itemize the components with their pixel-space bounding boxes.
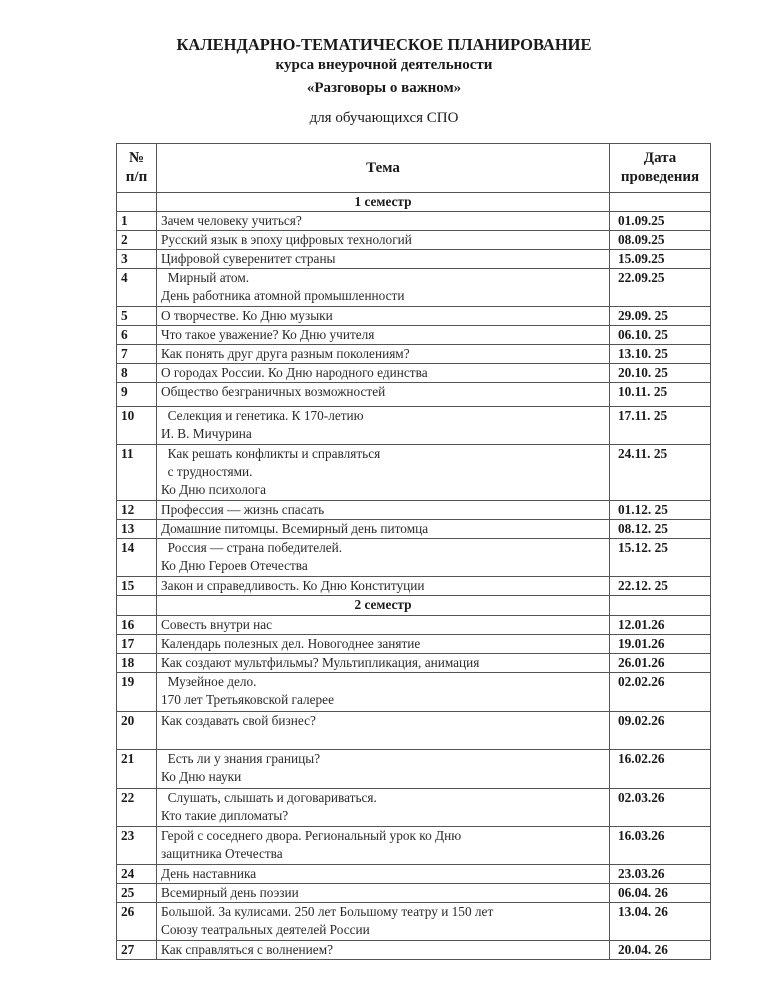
topic-line: И. В. Мичурина bbox=[161, 426, 252, 441]
topic-line: Как решать конфликты и справляться bbox=[161, 446, 381, 461]
course-name: «Разговоры о важном» bbox=[306, 80, 462, 96]
column-header-number-line1: № bbox=[128, 150, 145, 166]
row-number: 5 bbox=[117, 307, 157, 326]
topic-line: Музейное дело. bbox=[161, 674, 257, 689]
column-header-number-line2: п/п bbox=[125, 169, 148, 185]
row-date: 16.03.26 bbox=[610, 827, 711, 865]
row-date: 23.03.26 bbox=[610, 865, 711, 884]
table-row bbox=[117, 364, 711, 383]
row-number: 11 bbox=[117, 445, 157, 501]
row-topic bbox=[157, 383, 610, 407]
row-number: 23 bbox=[117, 827, 157, 865]
table-row bbox=[117, 712, 711, 750]
semester-date-cell bbox=[610, 596, 711, 616]
topic-line: Большой. За кулисами. 250 лет Большому театру и 150 лет bbox=[161, 904, 494, 919]
row-topic bbox=[157, 789, 610, 827]
row-number: 19 bbox=[117, 673, 157, 712]
table-row bbox=[117, 616, 711, 635]
table-row bbox=[117, 345, 711, 364]
row-topic bbox=[157, 941, 610, 960]
topic-line: Профессия — жизнь спасать bbox=[161, 502, 325, 517]
topic-line: Селекция и генетика. К 170-летию bbox=[161, 408, 364, 423]
table-row bbox=[117, 250, 711, 269]
row-number: 4 bbox=[117, 269, 157, 307]
audience-line: для обучающихся СПО bbox=[309, 110, 459, 126]
row-date: 10.11. 25 bbox=[610, 383, 711, 407]
document-subtitle: курса внеурочной деятельности bbox=[275, 57, 493, 73]
table-row bbox=[117, 654, 711, 673]
row-topic bbox=[157, 884, 610, 903]
row-topic bbox=[157, 307, 610, 326]
row-date: 08.09.25 bbox=[610, 231, 711, 250]
table-row bbox=[117, 539, 711, 577]
row-topic bbox=[157, 827, 610, 865]
row-number: 13 bbox=[117, 520, 157, 539]
semester-row bbox=[117, 596, 711, 616]
topic-line: Календарь полезных дел. Новогоднее занятие bbox=[161, 636, 421, 651]
table-row bbox=[117, 501, 711, 520]
column-header-date-line1: Дата bbox=[643, 150, 677, 166]
row-number: 18 bbox=[117, 654, 157, 673]
row-number: 8 bbox=[117, 364, 157, 383]
topic-line: Как создают мультфильмы? Мультипликация, анимация bbox=[161, 655, 480, 670]
row-number: 16 bbox=[117, 616, 157, 635]
topic-line: Как создавать свой бизнес? bbox=[161, 713, 316, 728]
table-row bbox=[117, 231, 711, 250]
table-row bbox=[117, 326, 711, 345]
semester-label: 1 семестр bbox=[157, 193, 610, 212]
topic-line: Как понять друг друга разным поколениям? bbox=[161, 346, 410, 361]
table-row bbox=[117, 827, 711, 865]
row-date: 13.10. 25 bbox=[610, 345, 711, 364]
row-number: 15 bbox=[117, 577, 157, 596]
topic-line: 170 лет Третьяковской галерее bbox=[161, 692, 334, 707]
row-topic bbox=[157, 712, 610, 750]
topic-line: Что такое уважение? Ко Дню учителя bbox=[161, 327, 375, 342]
column-header-topic: Тема bbox=[157, 144, 610, 193]
row-date: 20.04. 26 bbox=[610, 941, 711, 960]
row-topic bbox=[157, 750, 610, 789]
topic-line: О городах России. Ко Дню народного единства bbox=[161, 365, 428, 380]
row-topic bbox=[157, 577, 610, 596]
table-row bbox=[117, 577, 711, 596]
row-number: 1 bbox=[117, 212, 157, 231]
row-date: 24.11. 25 bbox=[610, 445, 711, 501]
table-row bbox=[117, 383, 711, 407]
row-date: 16.02.26 bbox=[610, 750, 711, 789]
row-topic bbox=[157, 326, 610, 345]
row-number: 25 bbox=[117, 884, 157, 903]
column-header-date-line2: проведения bbox=[620, 169, 700, 185]
table-row bbox=[117, 445, 711, 501]
table-row bbox=[117, 941, 711, 960]
table-row bbox=[117, 407, 711, 445]
planning-table bbox=[116, 143, 711, 960]
row-topic bbox=[157, 269, 610, 307]
row-number: 17 bbox=[117, 635, 157, 654]
row-date: 26.01.26 bbox=[610, 654, 711, 673]
topic-line: Как справляться с волнением? bbox=[161, 942, 334, 957]
row-topic bbox=[157, 673, 610, 712]
row-date: 06.10. 25 bbox=[610, 326, 711, 345]
row-date: 08.12. 25 bbox=[610, 520, 711, 539]
table-row bbox=[117, 673, 711, 712]
topic-line: Россия — страна победителей. bbox=[161, 540, 343, 555]
topic-line: Русский язык в эпоху цифровых технологий bbox=[161, 232, 412, 247]
table-row bbox=[117, 212, 711, 231]
table-row bbox=[117, 865, 711, 884]
topic-line: Закон и справедливость. Ко Дню Конституции bbox=[161, 578, 425, 593]
topic-line: Мирный атом. bbox=[161, 270, 250, 285]
row-date: 12.01.26 bbox=[610, 616, 711, 635]
row-number: 9 bbox=[117, 383, 157, 407]
column-header-date bbox=[610, 144, 711, 193]
row-date: 02.03.26 bbox=[610, 789, 711, 827]
topic-line: Герой с соседнего двора. Региональный урок ко Дню bbox=[161, 828, 462, 843]
row-date: 22.12. 25 bbox=[610, 577, 711, 596]
row-number: 20 bbox=[117, 712, 157, 750]
column-header-number bbox=[117, 144, 157, 193]
topic-line: Союзу театральных деятелей России bbox=[161, 922, 370, 937]
row-topic bbox=[157, 407, 610, 445]
topic-line: защитника Отечества bbox=[161, 846, 283, 861]
row-topic bbox=[157, 212, 610, 231]
table-row bbox=[117, 307, 711, 326]
row-topic bbox=[157, 539, 610, 577]
row-date: 09.02.26 bbox=[610, 712, 711, 750]
topic-line: Совесть внутри нас bbox=[161, 617, 273, 632]
table-row bbox=[117, 750, 711, 789]
row-number: 3 bbox=[117, 250, 157, 269]
row-topic bbox=[157, 635, 610, 654]
topic-line: О творчестве. Ко Дню музыки bbox=[161, 308, 333, 323]
semester-row bbox=[117, 193, 711, 212]
semester-label: 2 семестр bbox=[157, 596, 610, 616]
row-date: 15.09.25 bbox=[610, 250, 711, 269]
row-date: 29.09. 25 bbox=[610, 307, 711, 326]
topic-line: Домашние питомцы. Всемирный день питомца bbox=[161, 521, 429, 536]
row-number: 27 bbox=[117, 941, 157, 960]
topic-line: Цифровой суверенитет страны bbox=[161, 251, 336, 266]
topic-line: Кто такие дипломаты? bbox=[161, 808, 289, 823]
semester-date-cell bbox=[610, 193, 711, 212]
table-row bbox=[117, 789, 711, 827]
row-date: 20.10. 25 bbox=[610, 364, 711, 383]
row-date: 01.09.25 bbox=[610, 212, 711, 231]
topic-line: Ко Дню психолога bbox=[161, 482, 267, 497]
topic-line: День наставника bbox=[161, 866, 257, 881]
row-number: 22 bbox=[117, 789, 157, 827]
row-number: 7 bbox=[117, 345, 157, 364]
row-number: 12 bbox=[117, 501, 157, 520]
semester-number-cell bbox=[117, 596, 157, 616]
row-date: 17.11. 25 bbox=[610, 407, 711, 445]
row-number: 2 bbox=[117, 231, 157, 250]
semester-number-cell bbox=[117, 193, 157, 212]
topic-line: День работника атомной промышленности bbox=[161, 288, 405, 303]
topic-line: Зачем человеку учиться? bbox=[161, 213, 302, 228]
row-topic bbox=[157, 501, 610, 520]
row-topic bbox=[157, 345, 610, 364]
row-number: 10 bbox=[117, 407, 157, 445]
table-row bbox=[117, 884, 711, 903]
row-number: 24 bbox=[117, 865, 157, 884]
row-date: 06.04. 26 bbox=[610, 884, 711, 903]
table-row bbox=[117, 903, 711, 941]
row-topic bbox=[157, 654, 610, 673]
row-number: 21 bbox=[117, 750, 157, 789]
row-topic bbox=[157, 616, 610, 635]
row-date: 22.09.25 bbox=[610, 269, 711, 307]
row-date: 01.12. 25 bbox=[610, 501, 711, 520]
row-date: 02.02.26 bbox=[610, 673, 711, 712]
row-date: 19.01.26 bbox=[610, 635, 711, 654]
topic-line: Всемирный день поэзии bbox=[161, 885, 299, 900]
document-title: КАЛЕНДАРНО-ТЕМАТИЧЕСКОЕ ПЛАНИРОВАНИЕ bbox=[176, 35, 592, 54]
row-topic bbox=[157, 865, 610, 884]
table-row bbox=[117, 635, 711, 654]
topic-line: с трудностями. bbox=[161, 464, 253, 479]
topic-line: Ко Дню Героев Отечества bbox=[161, 558, 308, 573]
topic-line: Общество безграничных возможностей bbox=[161, 384, 386, 399]
row-number: 14 bbox=[117, 539, 157, 577]
row-topic bbox=[157, 520, 610, 539]
row-topic bbox=[157, 445, 610, 501]
table-body bbox=[117, 193, 711, 960]
row-number: 6 bbox=[117, 326, 157, 345]
row-number: 26 bbox=[117, 903, 157, 941]
row-topic bbox=[157, 364, 610, 383]
row-topic bbox=[157, 250, 610, 269]
topic-line: Слушать, слышать и договариваться. bbox=[161, 790, 377, 805]
table-row bbox=[117, 269, 711, 307]
topic-line: Есть ли у знания границы? bbox=[161, 751, 321, 766]
topic-line: Ко Дню науки bbox=[161, 769, 242, 784]
row-topic bbox=[157, 231, 610, 250]
row-topic bbox=[157, 903, 610, 941]
row-date: 15.12. 25 bbox=[610, 539, 711, 577]
row-date: 13.04. 26 bbox=[610, 903, 711, 941]
table-row bbox=[117, 520, 711, 539]
table-header-row bbox=[117, 144, 711, 193]
